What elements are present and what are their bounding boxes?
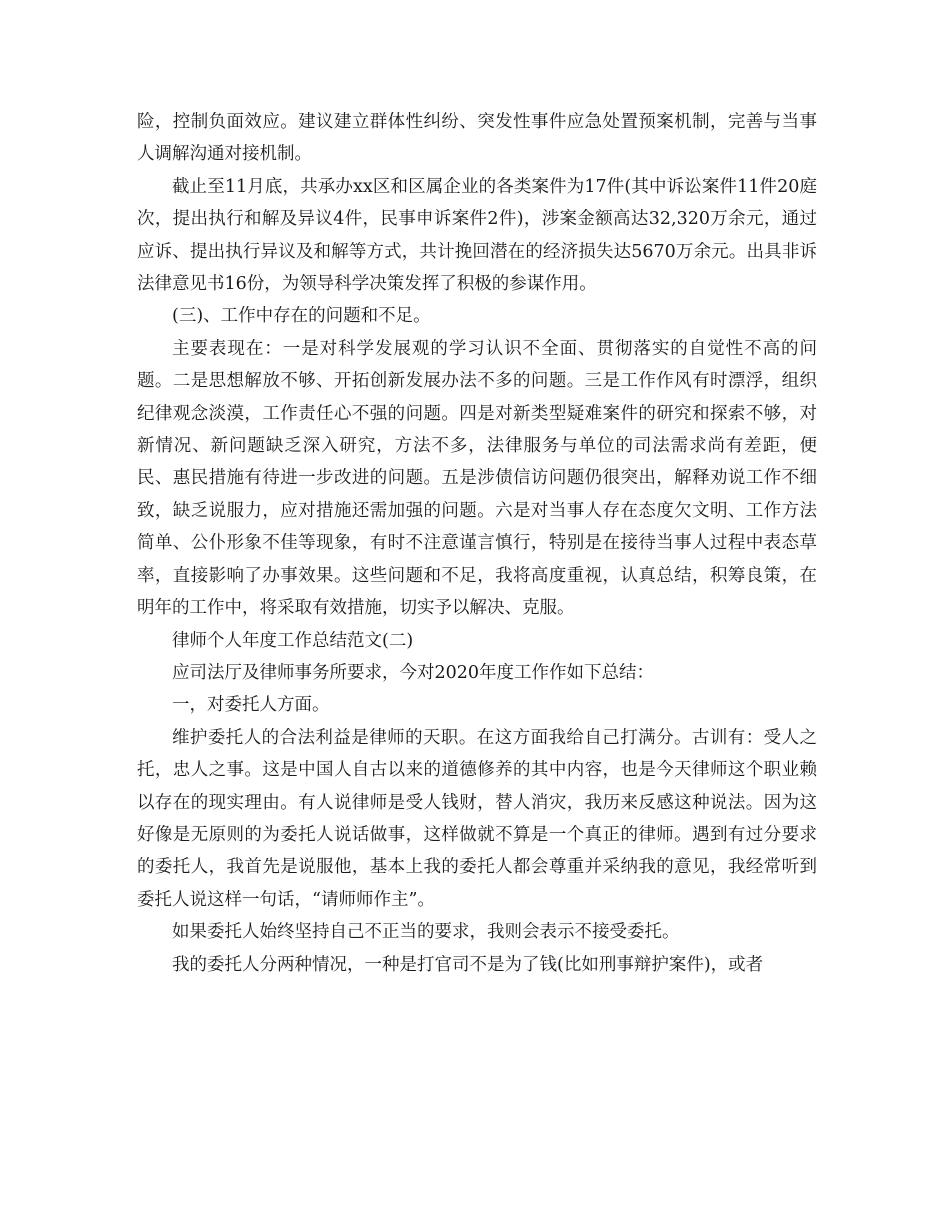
paragraph-9: 如果委托人始终坚持自己不正当的要求，我则会表示不接受委托。 <box>172 922 680 943</box>
paragraph-8: 维护委托人的合法利益是律师的天职。在这方面我给自己打满分。古训有：受人之托，忠人之事。这是中国人自古以来的道德修养的其中内容，也是今天律师这个职业赖以存在的现实理由。有人说律师是受人钱财，替人消灾，我历来反感这种说法。因为这好像是无原则的为委托人说话做事，这样做就不算是一个真正的律师。遇到有过分要求的委托人，我首先是说服他，基本上我的委托人都会尊重并采纳我的意见，我经常听到委托人说这样一句话，“请师师作主”。 <box>137 727 817 910</box>
paragraph-1: 险，控制负面效应。建议建立群体性纠纷、突发性事件应急处置预案机制，完善与当事人调解沟通对接机制。 <box>137 112 817 165</box>
paragraph-4: 主要表现在：一是对科学发展观的学习认识不全面、贯彻落实的自觉性不高的问题。二是思想解放不够、开拓创新发展办法不多的问题。三是工作作风有时漂浮，组织纪律观念淡漠，工作责任心不强的问题。四是对新类型疑难案件的研究和探索不够，对新情况、新问题缺乏深入研究，方法不多，法律服务与单位的司法需求尚有差距，便民、惠民措施有待进一步改进的问题。五是涉债信访问题仍很突出，解释劝说工作不细致，缺乏说服力，应对措施还需加强的问题。六是对当事人存在态度欠文明、工作方法简单、公仆形象不佳等现象，有时不注意谨言慎行，特别是在接待当事人过程中表态草率，直接影响了办事效果。这些问题和不足，我将高度重视，认真总结，积筹良策，在明年的工作中，将采取有效措施，切实予以解决、克服。 <box>137 338 817 619</box>
paragraph-7: 一，对委托人方面。 <box>172 695 330 716</box>
paragraph-3: (三)、工作中存在的问题和不足。 <box>172 306 431 327</box>
paragraph-6: 应司法厅及律师事务所要求，今对2020年度工作作如下总结： <box>172 662 655 683</box>
document-page <box>137 106 817 981</box>
paragraph-10: 我的委托人分两种情况，一种是打官司不是为了钱(比如刑事辩护案件)，或者 <box>172 954 764 975</box>
paragraph-2: 截止至11月底，共承办xx区和区属企业的各类案件为17件(其中诉讼案件11件20庭次，提出执行和解及异议4件，民事申诉案件2件)，涉案金额高达32,320万余元，通过应诉、提出执行异议及和解等方式，共计挽回潜在的经济损失达5670万余元。出具非诉法律意见书16份，为领导科学决策发挥了积极的参谋作用。 <box>137 176 817 295</box>
section-title: 律师个人年度工作总结范文(二) <box>172 630 414 651</box>
